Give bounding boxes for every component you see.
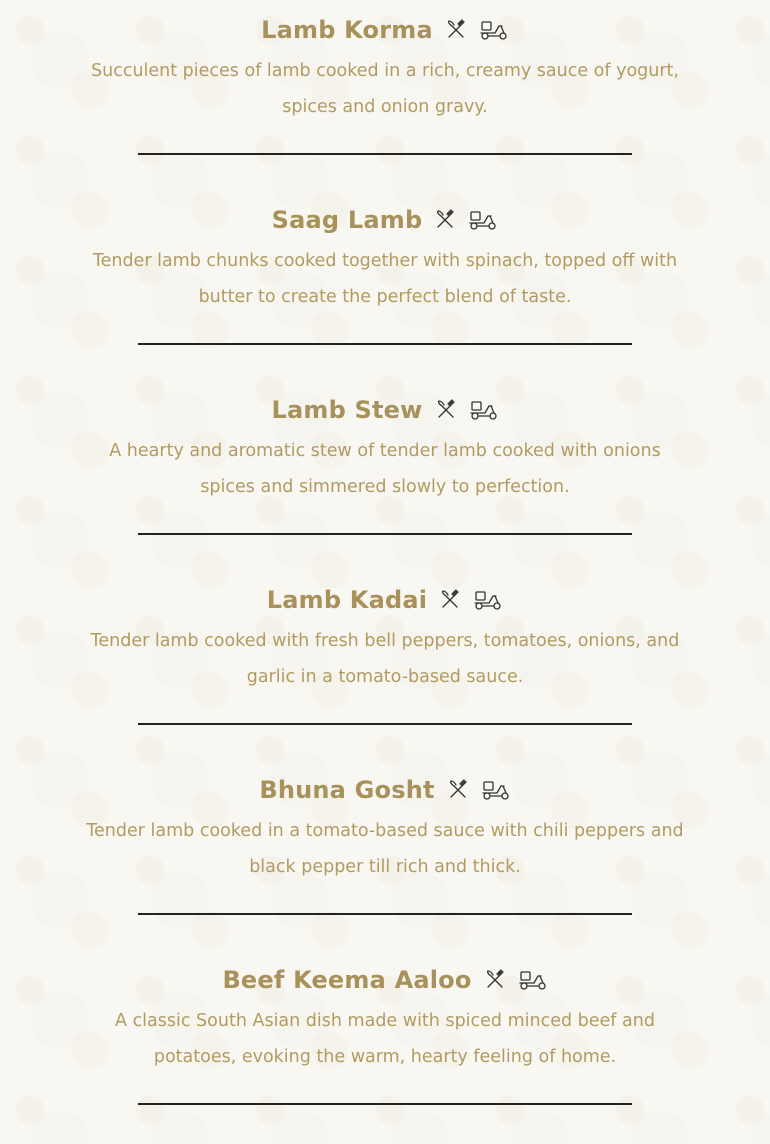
fork-knife-icon (439, 586, 461, 614)
menu-item-description: A hearty and aromatic stew of tender lamb cooked with onions spices and simmered slowly to perfection. (109, 441, 661, 497)
divider (138, 723, 632, 725)
fork-knife-icon (434, 206, 456, 234)
fork-knife-icon (447, 776, 469, 804)
fork-knife-icon (445, 16, 467, 44)
delivery-scooter-icon (479, 16, 509, 44)
menu-item-title: Lamb Kadai (266, 586, 428, 614)
divider (138, 343, 632, 345)
menu-item-title: Lamb Korma (261, 16, 433, 44)
menu-item (0, 760, 770, 950)
fork-knife-icon (435, 396, 457, 424)
menu-item (0, 190, 770, 380)
menu-item-description: Tender lamb cooked with fresh bell peppers, tomatoes, onions, and garlic in a tomato-based sauce. (90, 631, 680, 687)
divider (138, 153, 632, 155)
menu-item-description: Succulent pieces of lamb cooked in a rich, creamy sauce of yogurt, spices and onion gravy. (91, 61, 679, 117)
delivery-scooter-icon (518, 966, 548, 994)
menu-item-description: Tender lamb chunks cooked together with spinach, topped off with butter to create the perfect blend of taste. (92, 251, 678, 307)
delivery-scooter-icon (469, 396, 499, 424)
divider (138, 533, 632, 535)
menu-item-header (0, 200, 770, 240)
menu-item (0, 950, 770, 1140)
fork-knife-icon (484, 966, 506, 994)
menu-item (0, 380, 770, 570)
delivery-scooter-icon (481, 776, 511, 804)
delivery-scooter-icon (473, 586, 503, 614)
menu-item-header (0, 10, 770, 50)
divider (138, 1103, 632, 1105)
divider (138, 913, 632, 915)
menu-item-description: Tender lamb cooked in a tomato-based sauce with chili peppers and black pepper till rich and thick. (86, 821, 684, 877)
menu-item-header (0, 390, 770, 430)
menu-item-title: Lamb Stew (271, 396, 423, 424)
delivery-scooter-icon (468, 206, 498, 234)
menu-item (0, 0, 770, 190)
menu-item-title: Saag Lamb (271, 206, 423, 234)
menu-item-header (0, 580, 770, 620)
menu-item-description: A classic South Asian dish made with spiced minced beef and potatoes, evoking the warm, hearty feeling of home. (115, 1011, 655, 1067)
menu-item-header (0, 960, 770, 1000)
menu-item (0, 570, 770, 760)
menu-item-title: Beef Keema Aaloo (222, 966, 472, 994)
menu-item-header (0, 770, 770, 810)
menu-item-title: Bhuna Gosht (259, 776, 435, 804)
